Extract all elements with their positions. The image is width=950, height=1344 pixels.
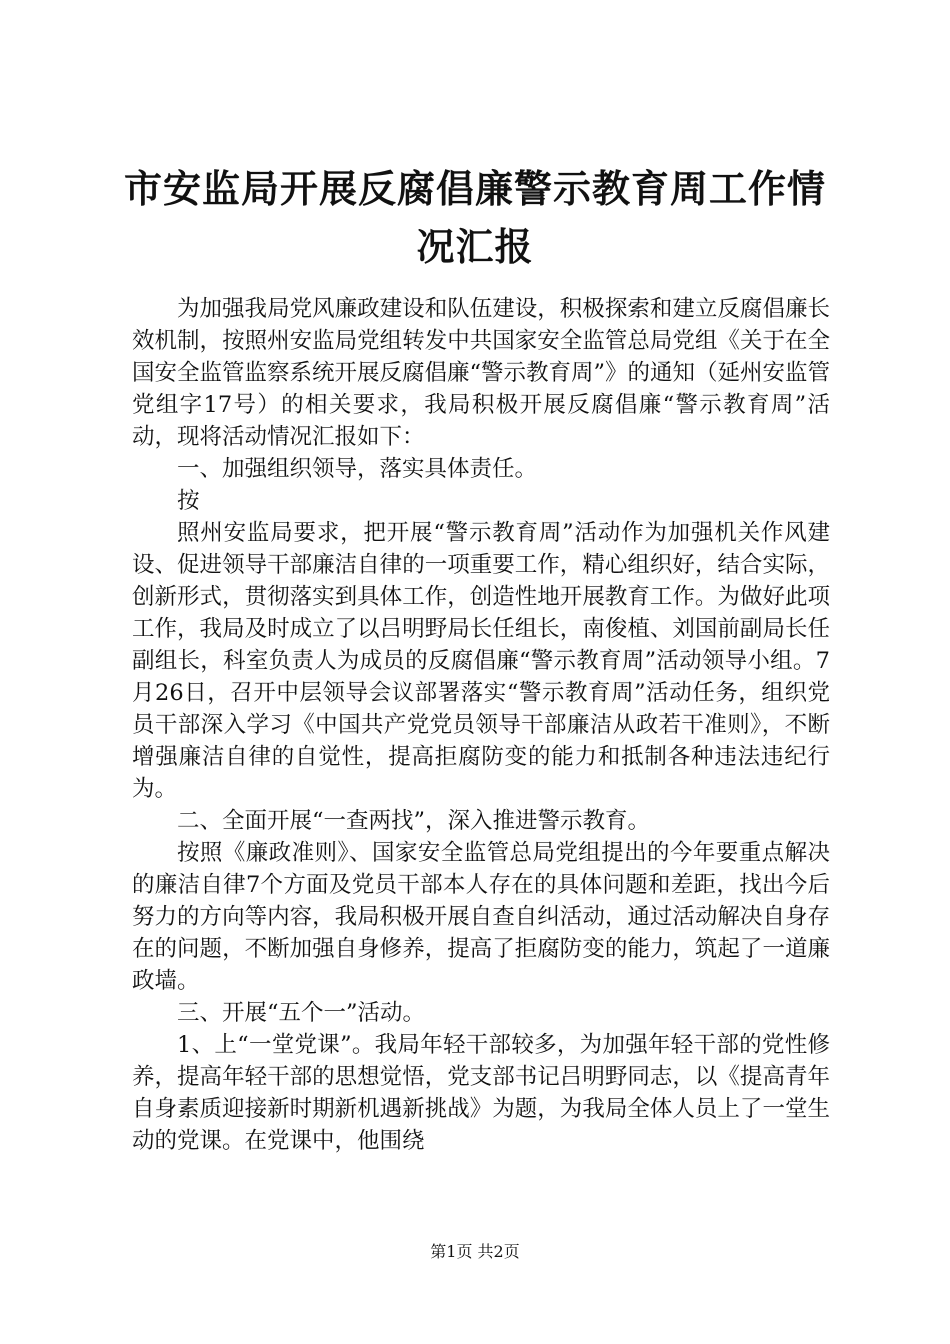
heading-section-1: 一、加强组织领导，落实具体责任。 [177, 456, 538, 482]
paragraph-fragment: 按 [177, 488, 200, 514]
heading-section-3: 三、开展“五个一”活动。 [177, 1000, 426, 1026]
document-body [132, 293, 830, 1157]
paragraph-section-3-item-1: 1、上“一堂党课”。我局年轻干部较多，为加强年轻干部的党性修养，提高年轻干部的思想觉悟，党支部书记吕明野同志，以《提高青年自身素质迎接新时期新机遇新挑战》为题，为我局全体人员上了一堂生动的党课。在党课中，他围绕 [132, 1032, 830, 1154]
page-number-footer: 第1页 共2页 [430, 1242, 520, 1261]
paragraph-section-2: 按照《廉政准则》、国家安全监管总局党组提出的今年要重点解决的廉洁自律7个方面及党员干部本人存在的具体问题和差距，找出今后努力的方向等内容，我局积极开展自查自纠活动，通过活动解决自身存在的问题，不断加强自身修养，提高了拒腐防变的能力，筑起了一道廉政墙。 [132, 840, 830, 994]
paragraph-section-1: 照州安监局要求，把开展“警示教育周”活动作为加强机关作风建设、促进领导干部廉洁自律的一项重要工作，精心组织好，结合实际，创新形式，贯彻落实到具体工作，创造性地开展教育工作。为做好此项工作，我局及时成立了以吕明野局长任组长，南俊植、刘国前副局长任副组长，科室负责人为成员的反腐倡廉“警示教育周”活动领导小组。7月26日，召开中层领导会议部署落实“警示教育周”活动任务，组织党员干部深入学习《中国共产党党员领导干部廉洁从政若干准则》，不断增强廉洁自律的自觉性，提高拒腐防变的能力和抵制各种违法违纪行为。 [132, 520, 830, 802]
document-title: 市安监局开展反腐倡廉警示教育周工作情况汇报 [123, 166, 826, 269]
paragraph-intro: 为加强我局党风廉政建设和队伍建设，积极探索和建立反腐倡廉长效机制，按照州安监局党组转发中共国家安全监管总局党组《关于在全国安全监管监察系统开展反腐倡廉“警示教育周”》的通知（延州安监管党组字17号）的相关要求，我局积极开展反腐倡廉“警示教育周”活动，现将活动情况汇报如下： [132, 296, 831, 450]
heading-section-2: 二、全面开展“一查两找”，深入推进警示教育。 [177, 808, 651, 834]
